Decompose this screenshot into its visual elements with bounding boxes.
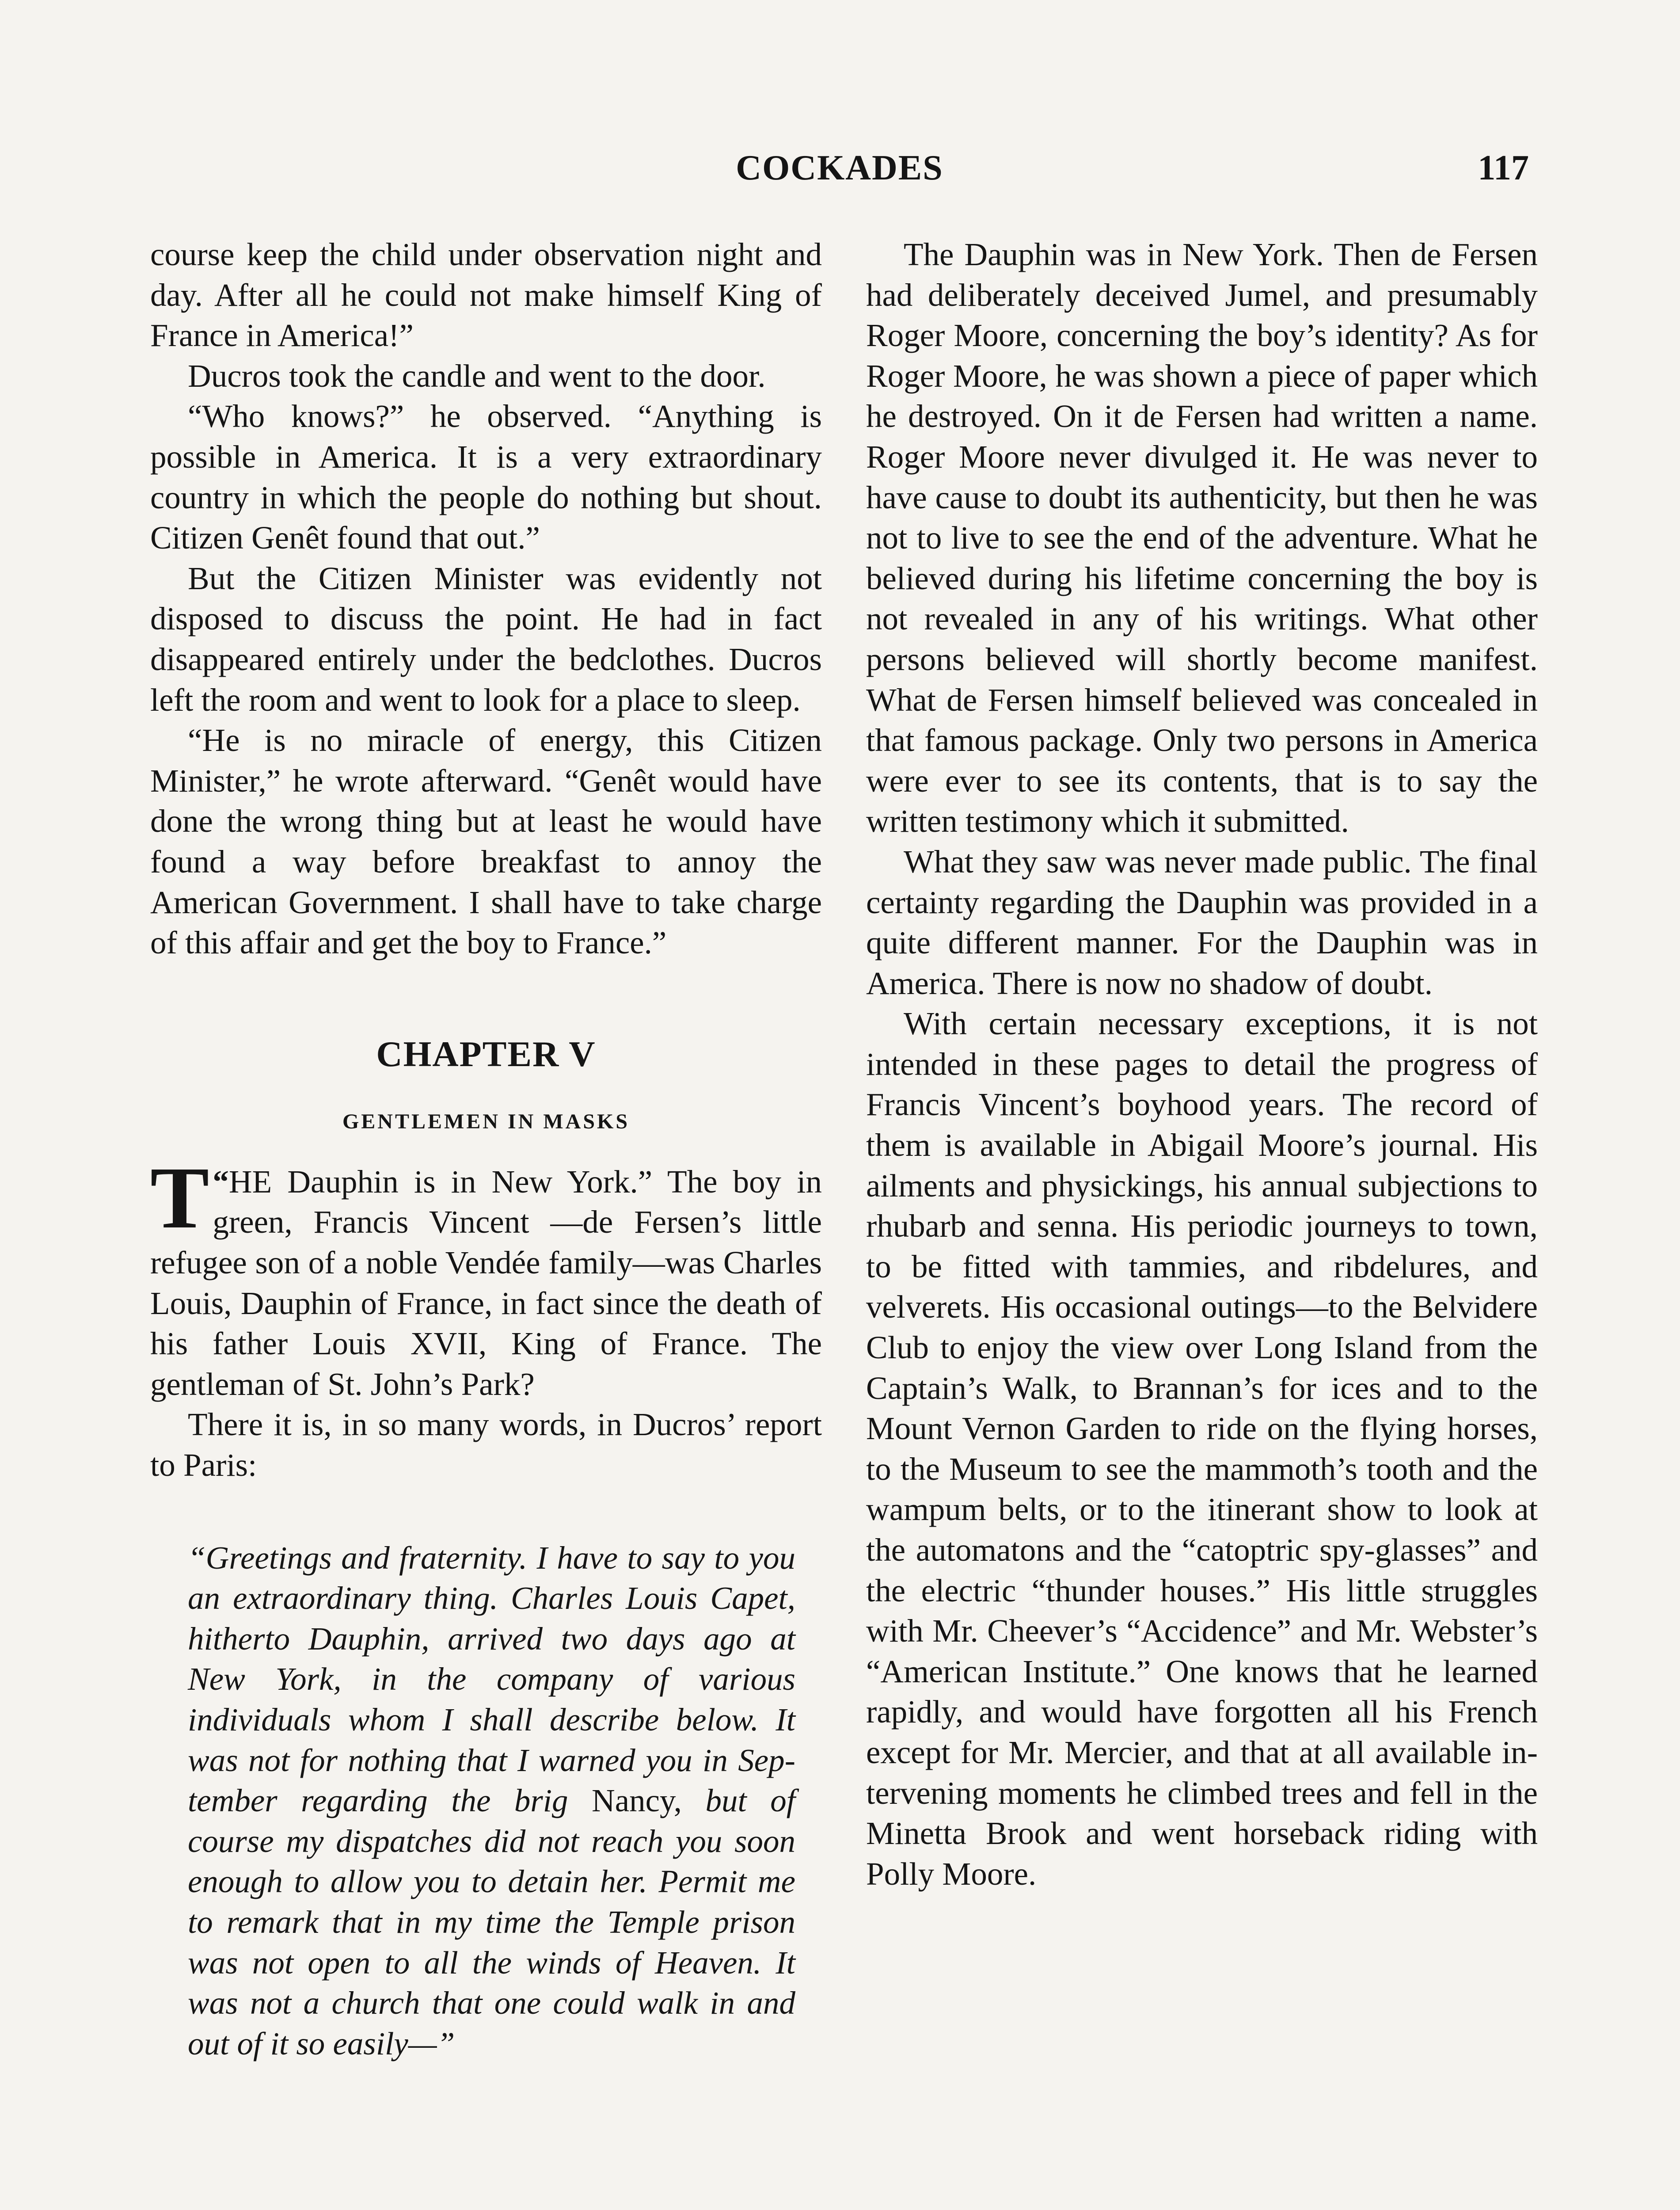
paragraph: course keep the child under observation night and day. After all he could not make himself King of France in America!” [150, 236, 822, 354]
page-number: 117 [1478, 149, 1529, 187]
quoted-letter [188, 1538, 795, 2064]
paragraph: What they saw was never made public. The final certainty regarding the Dauphin was provided in a quite different manner. For the Dauphin was in America. There is now no shadow of doubt. [866, 843, 1538, 1001]
paragraph: With certain necessary exceptions, it is not intended in these pages to detail the progress of Francis Vincent’s boyhood years. The record of them is available in Abigail Moore’s journal. His ailments and physickings, his annual subjections to rhubarb and senna. His periodic journeys to town, to be fitted with tammies, and ribdelures, and velverets. His occasional outings—to the Belvidere Club to enjoy the view over Long Island from the Captain’s Walk, to Brannan’s for ices and to the Mount Vernon Garden to ride on the flying horses, to the Museum to see the mammoth’s tooth and the wampum belts, or to the itinerant show to look at the automatons and the “catoptric spy-glasses” and the electric “thunder houses.” His little struggles with Mr. Cheever’s “Accidence” and Mr. Webster’s “American Institute.” One knows that he learned rapidly, and would have forgotten all his French except for Mr. Mercier, and that at all available intervening moments he climbed trees and fell in the Minetta Brook and went horseback riding with Polly Moore. [866, 1006, 1538, 1892]
left-column [150, 234, 822, 2064]
right-column [866, 234, 1538, 1894]
chapter-opening-paragraph [150, 1149, 822, 1405]
chapter-title: CHAPTER V [376, 1033, 596, 1074]
letter-text: but of course my dispatches did not reach you soon enough to allow you to detain her. Permit me to remark that in my time the Temple prison was not open to all the winds of Heaven. It was not a church that one could walk in and out of it so easily—” [188, 1783, 795, 2061]
opening-quote-mark: “ [213, 1163, 229, 1200]
paragraph: But the Citizen Minister was evidently not disposed to discuss the point. He had in fact disappeared entirely under the bedclothes. Ducros left the room and went to look for a place to sleep. [150, 560, 822, 718]
chapter-subtitle: GENTLEMEN IN MASKS [342, 1110, 630, 1134]
letter-text: “Greetings and fraternity. I have to say to you an extraordinary thing. Charles Louis Capet, hitherto Dauphin, arrived two days ago at New York, in the company of various individuals whom I shall describe below. It was not for nothing that I warned you in September regarding the brig [188, 1539, 795, 1819]
paragraph: There it is, in so many words, in Ducros’ report to Paris: [150, 1406, 822, 1483]
paragraph: The Dauphin was in New York. Then de Fersen had deliberately deceived Jumel, and presumably Roger Moore, concerning the boy’s identity? As for Roger Moore, he was shown a piece of paper which he destroyed. On it de Fersen had written a name. Roger Moore never divulged it. He was never to have cause to doubt its authenticity, but then he was not to live to see the end of the adventure. What he believed during his lifetime concerning the boy is not revealed in any of his writings. What other persons believed will shortly become manifest. What de Fersen himself believed was concealed in that famous package. Only two persons in America were ever to see its contents, that is to say the written testimony which it submitted. [866, 236, 1538, 839]
ship-name: Nancy, [591, 1783, 682, 1819]
running-head [150, 148, 1529, 197]
paragraph: “Who knows?” he observed. “Anything is possible in America. It is a very extraordinary country in which the people do nothing but shout. Citizen Genêt found that out.” [150, 398, 822, 556]
running-title: COCKADES [736, 149, 943, 187]
paragraph-text: HE Dauphin is in New York.” The boy in green, Francis Vincent —de Fersen’s little refugee son of a noble Vendée family—was Charles Louis, Dauphin of France, in fact since the death of his father Louis XVII, King of France. The gentleman of St. John’s Park? [150, 1163, 822, 1402]
drop-cap: T [150, 1149, 209, 1247]
paragraph: “He is no miracle of energy, this Citizen Minister,” he wrote afterward. “Genêt would have done the wrong thing but at least he would have found a way before breakfast to annoy the American Government. I shall have to take charge of this affair and get the boy to France.” [150, 722, 822, 961]
paragraph: Ducros took the candle and went to the door. [188, 358, 766, 394]
